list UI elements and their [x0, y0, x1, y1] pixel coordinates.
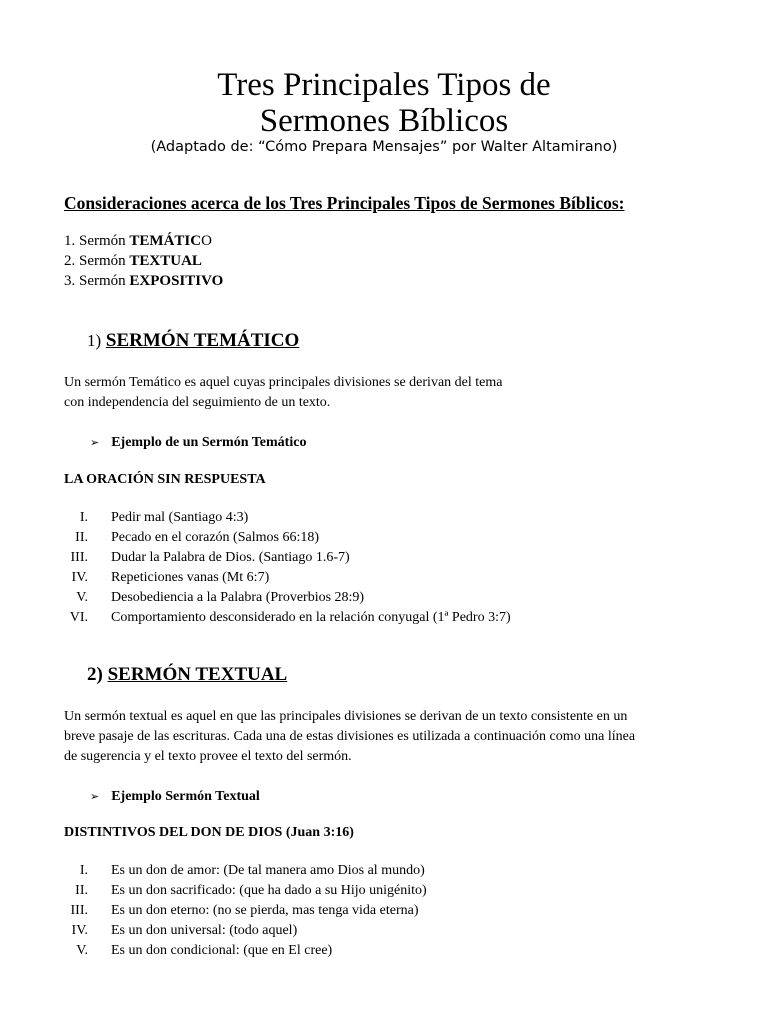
document-title-line-2: Sermones Bíblicos [259, 103, 509, 139]
list-item-number: I. [79, 510, 88, 525]
list-item-number: III. [70, 903, 88, 918]
section-2-paragraph-line-2: breve pasaje de las escrituras. Cada una de estas divisiones es utilizada a continuación como una línea [64, 729, 636, 744]
section-1-heading [87, 330, 299, 352]
section-1-title: SERMÓN TEMÁTICO [105, 330, 300, 351]
document-subtitle: (Adaptado de: “Cómo Prepara Mensajes” por Walter Altamirano) [150, 139, 618, 155]
item-bold: EXPOSITIVO [129, 273, 224, 289]
list-item-text: Es un don sacrificado: (que ha dado a su Hijo unigénito) [111, 883, 427, 898]
list-item-number: VI. [69, 610, 88, 625]
list-item-text: Es un don eterno: (no se pierda, mas tenga vida eterna) [111, 903, 419, 918]
section-2-example-title: DISTINTIVOS DEL DON DE DIOS (Juan 3:16) [64, 825, 354, 840]
list-item-number: IV. [71, 570, 88, 585]
list-item-text: Repeticiones vanas (Mt 6:7) [111, 570, 270, 585]
section-1-example-label: Ejemplo de un Sermón Temático [111, 435, 307, 450]
section-2-number: 2) [87, 664, 103, 685]
document-title-line-1: Tres Principales Tipos de [217, 67, 551, 103]
section-2-title: SERMÓN TEXTUAL [107, 664, 288, 685]
section-2-heading [87, 664, 287, 686]
section-2-paragraph-line-1: Un sermón textual es aquel en que las principales divisiones se derivan de un texto consistente en un [64, 709, 628, 724]
arrow-bullet-icon: ➢ [90, 791, 100, 803]
item-bold: TEMÁTIC [129, 233, 202, 249]
item-prefix: 1. Sermón [64, 233, 130, 249]
section-1-paragraph-line-1: Un sermón Temático es aquel cuyas principales divisiones se derivan del tema [64, 375, 503, 390]
section-2-example-label: Ejemplo Sermón Textual [111, 789, 260, 804]
item-bold: TEXTUAL [129, 253, 202, 269]
considerations-item-3 [64, 273, 223, 290]
section-2-example [90, 787, 260, 805]
list-item-number: IV. [71, 923, 88, 938]
list-item-text: Desobediencia a la Palabra (Proverbios 28:9) [111, 590, 365, 605]
list-item-text: Es un don universal: (todo aquel) [111, 923, 298, 938]
item-prefix: 2. Sermón [64, 253, 130, 269]
list-item-number: III. [70, 550, 88, 565]
list-item-text: Pedir mal (Santiago 4:3) [111, 510, 249, 525]
section-1-paragraph-line-2: con independencia del seguimiento de un texto. [64, 395, 331, 410]
list-item-number: II. [75, 530, 88, 545]
list-item-text: Comportamiento desconsiderado en la relación conyugal (1ª Pedro 3:7) [111, 610, 511, 625]
section-1-example [90, 433, 306, 451]
section-2-paragraph-line-3: de sugerencia y el texto provee el texto del sermón. [64, 749, 352, 764]
list-item-number: II. [75, 883, 88, 898]
list-item-text: Pecado en el corazón (Salmos 66:18) [111, 530, 319, 545]
list-item-text: Es un don de amor: (De tal manera amo Dios al mundo) [111, 863, 425, 878]
item-suffix: O [201, 233, 212, 249]
section-1-example-title: LA ORACIÓN SIN RESPUESTA [64, 472, 266, 487]
item-prefix: 3. Sermón [64, 273, 130, 289]
list-item-number: V. [76, 590, 88, 605]
considerations-item-1 [64, 233, 212, 250]
list-item-number: V. [76, 943, 88, 958]
list-item-text: Dudar la Palabra de Dios. (Santiago 1.6-7) [111, 550, 350, 565]
arrow-bullet-icon: ➢ [90, 437, 100, 449]
list-item-number: I. [79, 863, 88, 878]
list-item-text: Es un don condicional: (que en El cree) [111, 943, 333, 958]
section-1-number: 1) [87, 331, 102, 350]
considerations-heading: Consideraciones acerca de los Tres Principales Tipos de Sermones Bíblicos: [64, 193, 625, 213]
considerations-item-2 [64, 253, 202, 270]
